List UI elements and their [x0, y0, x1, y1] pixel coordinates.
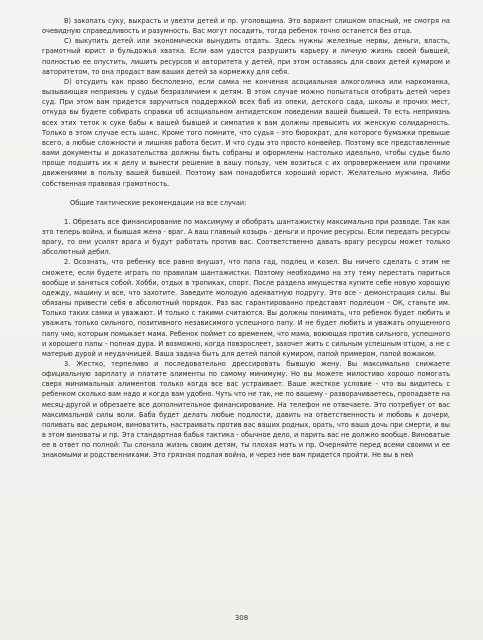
body-text — [42, 16, 450, 461]
page-number: 308 — [234, 614, 249, 622]
paragraph-recommendation-1: 1. Обрезать все финансирование по максимуму и обобрать шантажистку максимально при разводе. Так как это теперь война, и бывшая жена - враг. А ваш главный козырь - деньги и прочие ресурсы. Если передать ресурсы врагу, то они усилят врага и будут работать против вас. Соответственно давать врагу ресурсы может только абсолютный дебил. — [42, 217, 450, 257]
paragraph-option-d: D) отсудить как право бесполезно, если самка не конченая асоциальная алкоголичка или наркоманка, вызывающая неприязнь у судьи безразличием к детям. В этом случае можно попытаться отобрать детей через суд. При этом вам придется заручиться поддержкой всех баб из опеки, детского сада, школы и прочих мест, откуда вы будете собирать справки об асоциальном антидетском поведении вашей бывшей. То есть неприязнь всех этих теток к суке бабы к вашей бывшей и симпатия к вам должны превысить их женскую солидарность. Только в этом случае есть шанс. Кроме того помните, что судья - это бюрократ, для которого бумажки превыше всего, а любые сложности и лишняя работа бесит. И что суды это просто конвейер. Поэтому все представленные вами документы и доказательства должны быть собраны и оформлены настолько идеально, чтобы судье было проще подшить их к делу и вынести решение в вашу пользу, чем возиться с их опровержением или прочими движениями в пользу вашей бывшей. Поэтому вам понадобится хороший юрист. Желательно мужчина. Либо собственная правовая грамотность. — [42, 77, 450, 188]
section-heading: Общие тактические рекомендации на все случаи: — [70, 198, 247, 207]
paragraph-option-b: B) закопать суку, выкрасть и увезти детей и пр. уголовщина. Это вариант слишком опасный, не смотря на очевидную справедливость и разумность. Вас могут посадить, тогда ребенок точно останется без отца. — [42, 17, 450, 36]
paragraph-recommendation-2: 2. Осознать, что ребенку все равно внушат, что папа гад, подлец и козел. Вы ничего сделать с этим не сможете, если будете играть по правилам шантажистки. Поэтому необходимо на эту тему перестать париться вообще и заняться собой. Хобби, отдых в тропиках, спорт. После раздела имущества купите себе новую хорошую одежду, машину и все, что захотите. Заведите молодую адекватную подругу. Это все - демонстрация силы. Вы обязаны привести себя в абсолютный порядок. Раз вас гарантированно представят подлецом - ОК, станьте им. Только таких самки и уважают. И только с такими считаются. Вы должны понимать, что ребенок будет любить и уважать только сильного, позитивного независимого успешного папу. И не будет любить и уважать опущенного папу чмо, которым помыкает мама. Ребенок поймет со временем, что мама, воюющая против сильного, успешного и хорошего папы - полная дура. И возможно, когда повзрослеет, захочет жить с сильным успешным отцом, а не с матерью дурой и неудачницей. Ваша задача быть для детей папой кумиром, папой примером, папой вожаком. — [42, 258, 450, 358]
paragraph-option-c: C) выкупить детей или экономически вынудить отдать. Здесь нужны железные нервы, деньги, власть, грамотный юрист и бульдожья хватка. Если вам удастся разрушить карьеру и личную жизнь своей бывшей, полностью ее опустить, лишить ресурсов и авторитета у детей, при этом оставаясь для своих детей кумиром и авторитетом, то она продаст вам ваших детей за кормежку для себя. — [42, 37, 450, 76]
paragraph-recommendation-3: 3. Жестко, терпеливо и последовательно дрессировать бывшую жену. Вы максимально снижаете официальную зарплату и платите алименты по самому минимуму. Но вы можете милостиво хорошо помогать сверх минимальных алиментов только когда все вас устраивает. Ваше жесткое условие - что вы видитесь с ребенком сколько вам надо и когда вам удобно. Чуть что не так, не по вашему - разворачиваетесь, пропадаете на месяц-другой и обрезаете все дополнительное финансирование. На телефон не отвечаете. Это потребует от вас максимальной силы воли. Баба будет делать любые подлости, давить на ответственность и любовь к дочери, поливать вас дерьмом, виноватить, настраивать против вас ваших родных, орать, что ваша дочь при смерти, и вы в этом виноваты и пр. Эта стандартная бабья тактика - обычное дело, и парить вас не должно вообще. Виноватые ее в ответ по полной: Ты слонала жизнь своим детям, ты плохая мать и пр. Очерняйте перед всеми своими и ее знакомыми и родственниками. Это грязная подлая война, и через нее вам придется пройти. Не вы в ней — [42, 360, 450, 460]
